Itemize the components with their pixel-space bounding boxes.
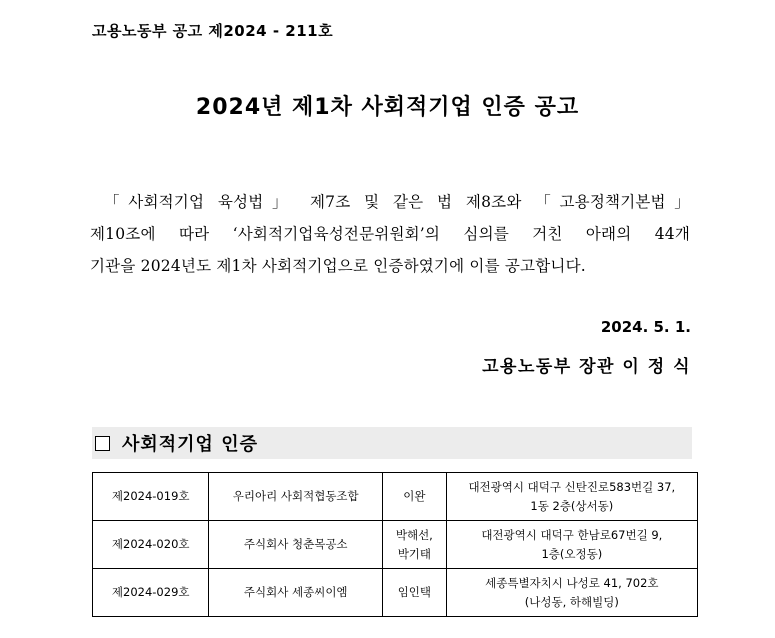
representative-name: 박해선, [395, 527, 433, 542]
notice-body [90, 186, 690, 282]
section-title: 사회적기업 인증 [122, 434, 258, 455]
table-row [93, 569, 698, 617]
address-line: 대전광역시 대덕구 한남로67번길 9, [481, 527, 663, 542]
address-line: 세종특별자치시 나성로 41, 702호 [485, 575, 659, 590]
signer-name: 고용노동부 장관 이 정 식 [482, 357, 691, 377]
representative-name: 박기태 [397, 546, 432, 561]
notice-number: 고용노동부 공고 제2024 - 211호 [92, 22, 334, 40]
cert-number-cell: 제2024-019호 [93, 473, 209, 521]
representative-name: 임인택 [397, 585, 432, 599]
body-line-1: 「사회적기업 육성법」 제7조 및 같은 법 제8조와 「고용정책기본법」 [104, 193, 690, 211]
table-row [93, 473, 698, 521]
address-line: 대전광역시 대덕구 신탄진로583번길 37, [468, 479, 676, 494]
section-header [92, 427, 692, 459]
representative-cell [383, 521, 447, 569]
address-line: (나성동, 하해빌딩) [524, 594, 619, 609]
body-line-2: 제10조에 따라 ‘사회적기업육성전문위원회’의 심의를 거친 아래의 44개 [90, 225, 690, 243]
address-cell [446, 473, 697, 521]
address-line: 1동 2층(상서동) [530, 498, 614, 513]
cert-number-cell: 제2024-029호 [93, 569, 209, 617]
organization-cell: 주식회사 세종씨이엠 [209, 569, 383, 617]
organization-cell: 우리아리 사회적협동조합 [209, 473, 383, 521]
empty-square-icon [95, 436, 110, 451]
address-cell [446, 569, 697, 617]
representative-cell [383, 569, 447, 617]
document-title: 2024년 제1차 사회적기업 인증 공고 [195, 95, 580, 120]
address-line: 1층(오정동) [541, 546, 603, 561]
organization-cell: 주식회사 청춘목공소 [209, 521, 383, 569]
certification-table [92, 472, 698, 617]
table-row [93, 521, 698, 569]
cert-number-cell: 제2024-020호 [93, 521, 209, 569]
representative-cell [383, 473, 447, 521]
representative-name: 이완 [403, 489, 426, 503]
body-line-3: 기관을 2024년도 제1차 사회적기업으로 인증하였기에 이를 공고합니다. [90, 257, 586, 275]
address-cell [446, 521, 697, 569]
notice-date: 2024. 5. 1. [600, 318, 691, 336]
